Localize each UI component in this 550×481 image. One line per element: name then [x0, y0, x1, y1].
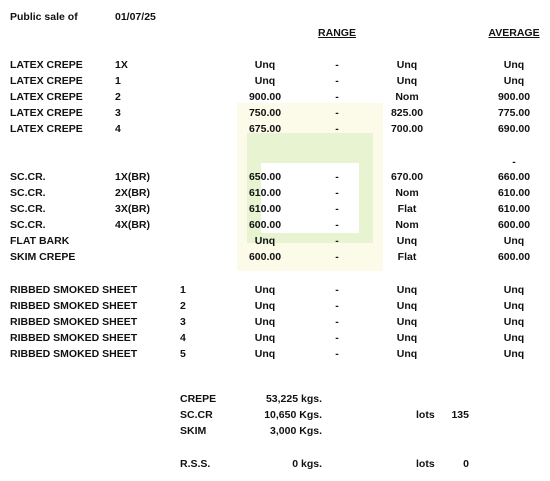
summary-lots-label: lots	[416, 409, 435, 421]
average-value: Unq	[503, 300, 525, 312]
summary-rss-lots-label: lots	[416, 458, 435, 470]
grade-name: FLAT BARK	[10, 235, 70, 247]
grade-code: 3	[180, 316, 186, 328]
summary-crepe-label: CREPE	[180, 393, 217, 405]
grade-name: RIBBED SMOKED SHEET	[10, 284, 138, 296]
grade-code: 3	[115, 107, 121, 119]
grade-name: LATEX CREPE	[10, 75, 83, 87]
range-header: RANGE	[318, 27, 356, 39]
range-dash: -	[335, 284, 339, 296]
average-value: 600.00	[497, 251, 531, 263]
grade-name: SC.CR.	[10, 187, 46, 199]
grade-name: LATEX CREPE	[10, 59, 83, 71]
average-value: 660.00	[497, 171, 531, 183]
range-high: Unq	[396, 59, 418, 71]
average-value: Unq	[503, 235, 525, 247]
summary-sccr-label: SC.CR	[180, 409, 213, 421]
range-low: Unq	[254, 300, 276, 312]
range-dash: -	[335, 91, 339, 103]
grade-name: SC.CR.	[10, 219, 46, 231]
range-dash: -	[335, 203, 339, 215]
range-low: 600.00	[248, 251, 282, 263]
average-value: Unq	[503, 59, 525, 71]
range-low: 750.00	[248, 107, 282, 119]
average-value: 775.00	[497, 107, 531, 119]
range-high: 700.00	[390, 123, 424, 135]
range-low: Unq	[254, 332, 276, 344]
range-high: Unq	[396, 316, 418, 328]
grade-code: 4X(BR)	[115, 219, 151, 231]
grade-code: 2	[180, 300, 186, 312]
range-low: Unq	[254, 348, 276, 360]
range-low: Unq	[254, 75, 276, 87]
range-low: 610.00	[248, 187, 282, 199]
grade-name: SKIM CREPE	[10, 251, 76, 263]
grade-code: 1X	[115, 59, 128, 71]
range-dash: -	[335, 235, 339, 247]
range-high: Unq	[396, 332, 418, 344]
grade-code: 3X(BR)	[115, 203, 151, 215]
range-dash: -	[335, 300, 339, 312]
summary-crepe-value: 53,225 kgs.	[265, 393, 322, 405]
average-value: 900.00	[497, 91, 531, 103]
summary-skim-value: 3,000 Kgs.	[270, 425, 322, 437]
grade-name: RIBBED SMOKED SHEET	[10, 348, 138, 360]
range-high: Unq	[396, 348, 418, 360]
average-header: AVERAGE	[488, 27, 540, 39]
range-dash: -	[335, 219, 339, 231]
range-low: Unq	[254, 284, 276, 296]
grade-code: 4	[180, 332, 186, 344]
average-value: 610.00	[497, 187, 531, 199]
grade-code: 1X(BR)	[115, 171, 151, 183]
range-dash: -	[335, 171, 339, 183]
grade-code: 1	[115, 75, 121, 87]
average-value: Unq	[503, 348, 525, 360]
range-dash: -	[335, 251, 339, 263]
grade-code: 2	[115, 91, 121, 103]
grade-name: SC.CR.	[10, 203, 46, 215]
summary-rss-value: 0 kgs.	[292, 458, 322, 470]
range-low: 650.00	[248, 171, 282, 183]
range-high: Unq	[396, 284, 418, 296]
range-low: Unq	[254, 235, 276, 247]
grade-name: LATEX CREPE	[10, 123, 83, 135]
grade-name: SC.CR.	[10, 171, 46, 183]
summary-rss-label: R.S.S.	[180, 458, 211, 470]
summary-rss-lots-value: 0	[463, 458, 469, 470]
grade-name: RIBBED SMOKED SHEET	[10, 300, 138, 312]
grade-code: 4	[115, 123, 121, 135]
range-low: Unq	[254, 59, 276, 71]
average-value: 690.00	[497, 123, 531, 135]
range-dash: -	[335, 348, 339, 360]
range-dash: -	[335, 316, 339, 328]
grade-name: LATEX CREPE	[10, 91, 83, 103]
average-value: 600.00	[497, 219, 531, 231]
grade-code: 5	[180, 348, 186, 360]
range-high: Nom	[395, 187, 419, 199]
range-low: 600.00	[248, 219, 282, 231]
average-value: Unq	[503, 284, 525, 296]
grade-name: RIBBED SMOKED SHEET	[10, 316, 138, 328]
range-low: 900.00	[248, 91, 282, 103]
range-dash: -	[335, 75, 339, 87]
summary-sccr-value: 10,650 Kgs.	[264, 409, 322, 421]
range-high: Flat	[397, 203, 417, 215]
average-value: 610.00	[497, 203, 531, 215]
range-low: 675.00	[248, 123, 282, 135]
summary-lots-value: 135	[451, 409, 469, 421]
range-low: 610.00	[248, 203, 282, 215]
range-dash: -	[335, 332, 339, 344]
range-high: Nom	[395, 91, 419, 103]
public-sale-label: Public sale of	[10, 11, 78, 23]
stray-dash: -	[512, 156, 516, 168]
range-low: Unq	[254, 316, 276, 328]
grade-code: 2X(BR)	[115, 187, 151, 199]
sale-date: 01/07/25	[115, 11, 156, 23]
grade-name: RIBBED SMOKED SHEET	[10, 332, 138, 344]
summary-skim-label: SKIM	[180, 425, 207, 437]
grade-code: 1	[180, 284, 186, 296]
range-dash: -	[335, 107, 339, 119]
range-high: Unq	[396, 300, 418, 312]
range-dash: -	[335, 123, 339, 135]
range-high: Unq	[396, 235, 418, 247]
range-dash: -	[335, 187, 339, 199]
average-value: Unq	[503, 316, 525, 328]
range-high: Unq	[396, 75, 418, 87]
range-high: 825.00	[390, 107, 424, 119]
range-high: Nom	[395, 219, 419, 231]
average-value: Unq	[503, 75, 525, 87]
range-dash: -	[335, 59, 339, 71]
range-high: Flat	[397, 251, 417, 263]
average-value: Unq	[503, 332, 525, 344]
range-high: 670.00	[390, 171, 424, 183]
grade-name: LATEX CREPE	[10, 107, 83, 119]
